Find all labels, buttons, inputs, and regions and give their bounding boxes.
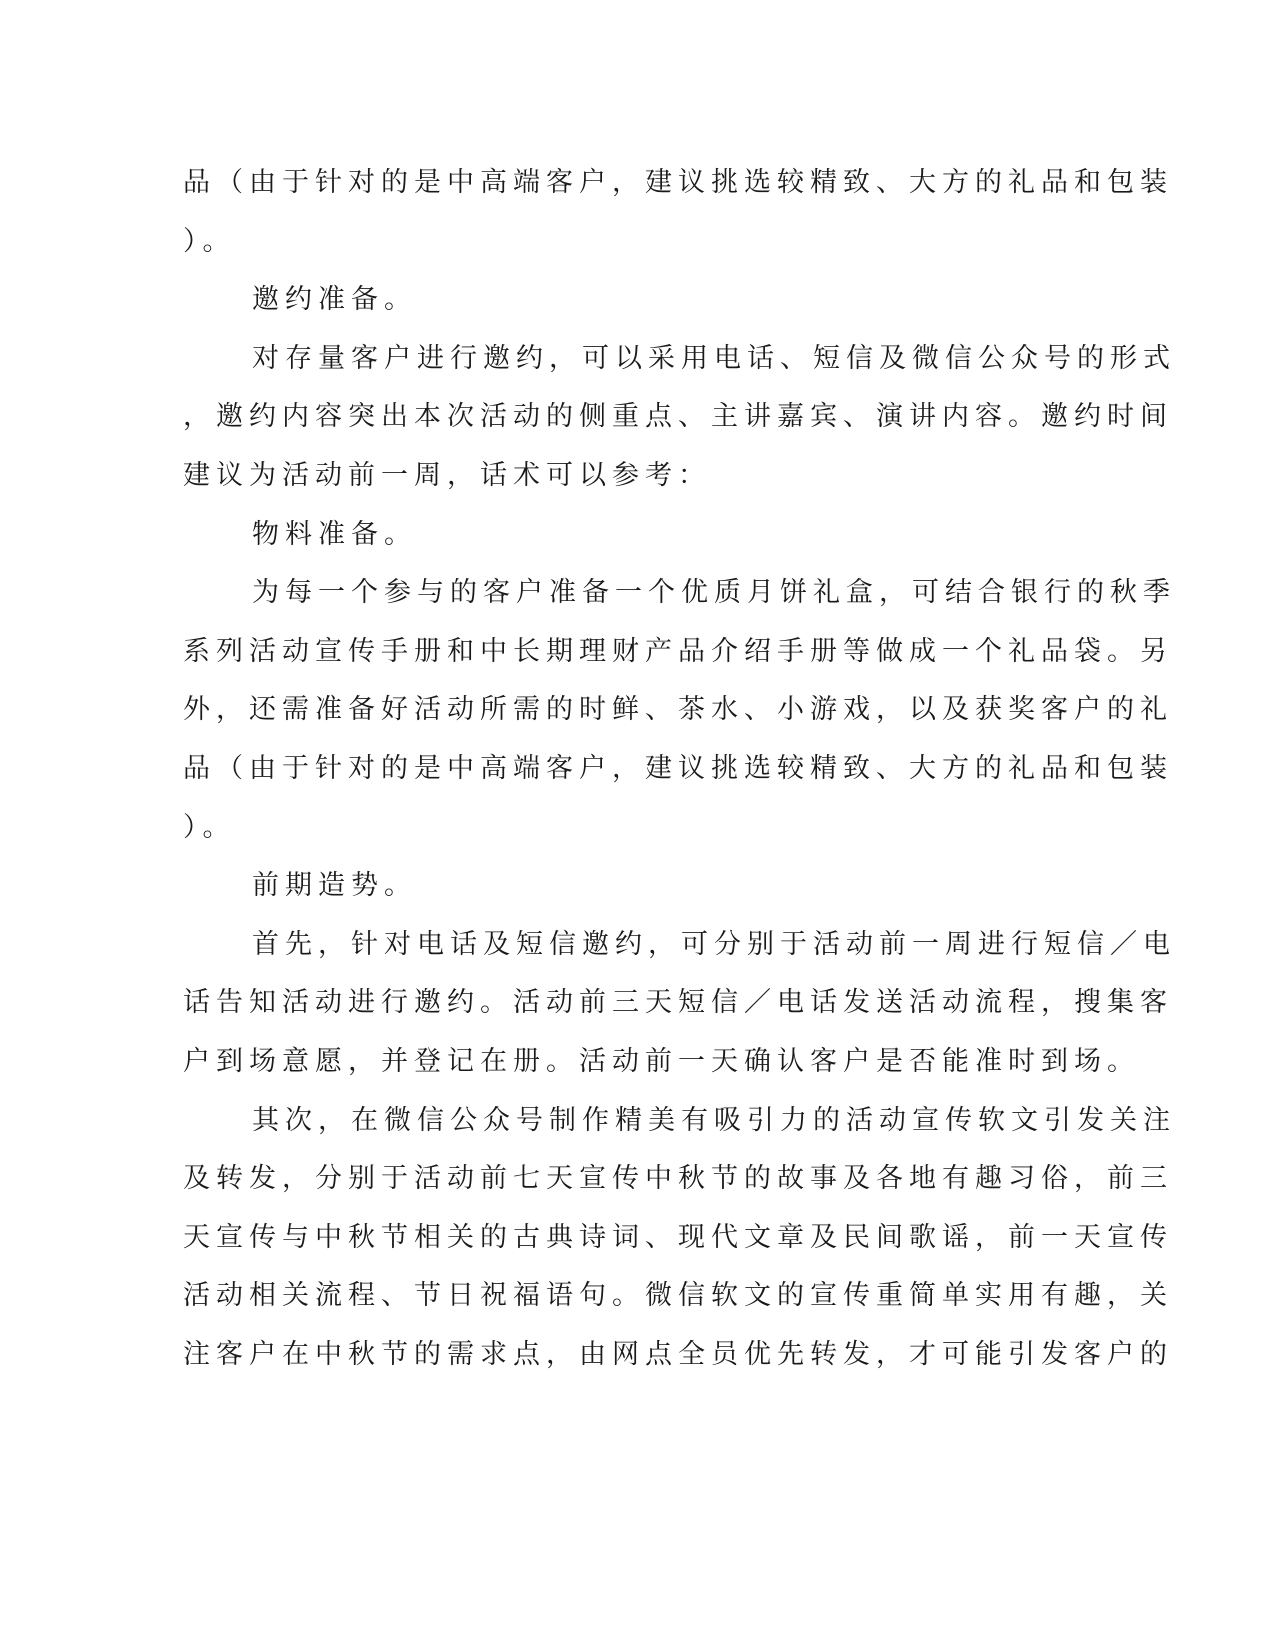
text-line: 话告知活动进行邀约。活动前三天短信／电话发送活动流程，搜集客: [183, 987, 1173, 1019]
text-line: 活动相关流程、节日祝福语句。微信软文的宣传重简单实用有趣，关: [183, 1280, 1173, 1312]
text-line: 系列活动宣传手册和中长期理财产品介绍手册等做成一个礼品袋。另: [183, 635, 1173, 667]
text-line: 品（由于针对的是中高端客户，建议挑选较精致、大方的礼品和包装: [183, 752, 1173, 784]
text-line: 前期造势。: [252, 870, 417, 902]
text-line: 外，还需准备好活动所需的时鲜、茶水、小游戏，以及获奖客户的礼: [183, 694, 1173, 726]
text-line: ）。: [183, 225, 236, 257]
text-line: 及转发，分别于活动前七天宣传中秋节的故事及各地有趣习俗，前三: [183, 1163, 1173, 1195]
text-line: 为每一个参与的客户准备一个优质月饼礼盒，可结合银行的秋季: [252, 577, 1176, 609]
text-line: 户到场意愿，并登记在册。活动前一天确认客户是否能准时到场。: [183, 1045, 1140, 1077]
text-line: 对存量客户进行邀约，可以采用电话、短信及微信公众号的形式: [252, 342, 1176, 374]
text-line: ）。: [183, 811, 236, 843]
text-line: 品（由于针对的是中高端客户，建议挑选较精致、大方的礼品和包装: [183, 167, 1173, 198]
text-line: 物料准备。: [252, 518, 417, 550]
text-line: 天宣传与中秋节相关的古典诗词、现代文章及民间歌谣，前一天宣传: [183, 1221, 1173, 1253]
text-line: 邀约准备。: [252, 284, 417, 316]
text-line: 其次，在微信公众号制作精美有吸引力的活动宣传软文引发关注: [252, 1104, 1176, 1136]
text-line: 建议为活动前一周，话术可以参考：: [183, 459, 711, 491]
text-line: ，邀约内容突出本次活动的侧重点、主讲嘉宾、演讲内容。邀约时间: [183, 401, 1173, 433]
text-line: 注客户在中秋节的需求点，由网点全员优先转发，才可能引发客户的: [183, 1338, 1173, 1370]
body-text: [183, 154, 1176, 1384]
text-line: 首先，针对电话及短信邀约，可分别于活动前一周进行短信／电: [252, 928, 1176, 960]
